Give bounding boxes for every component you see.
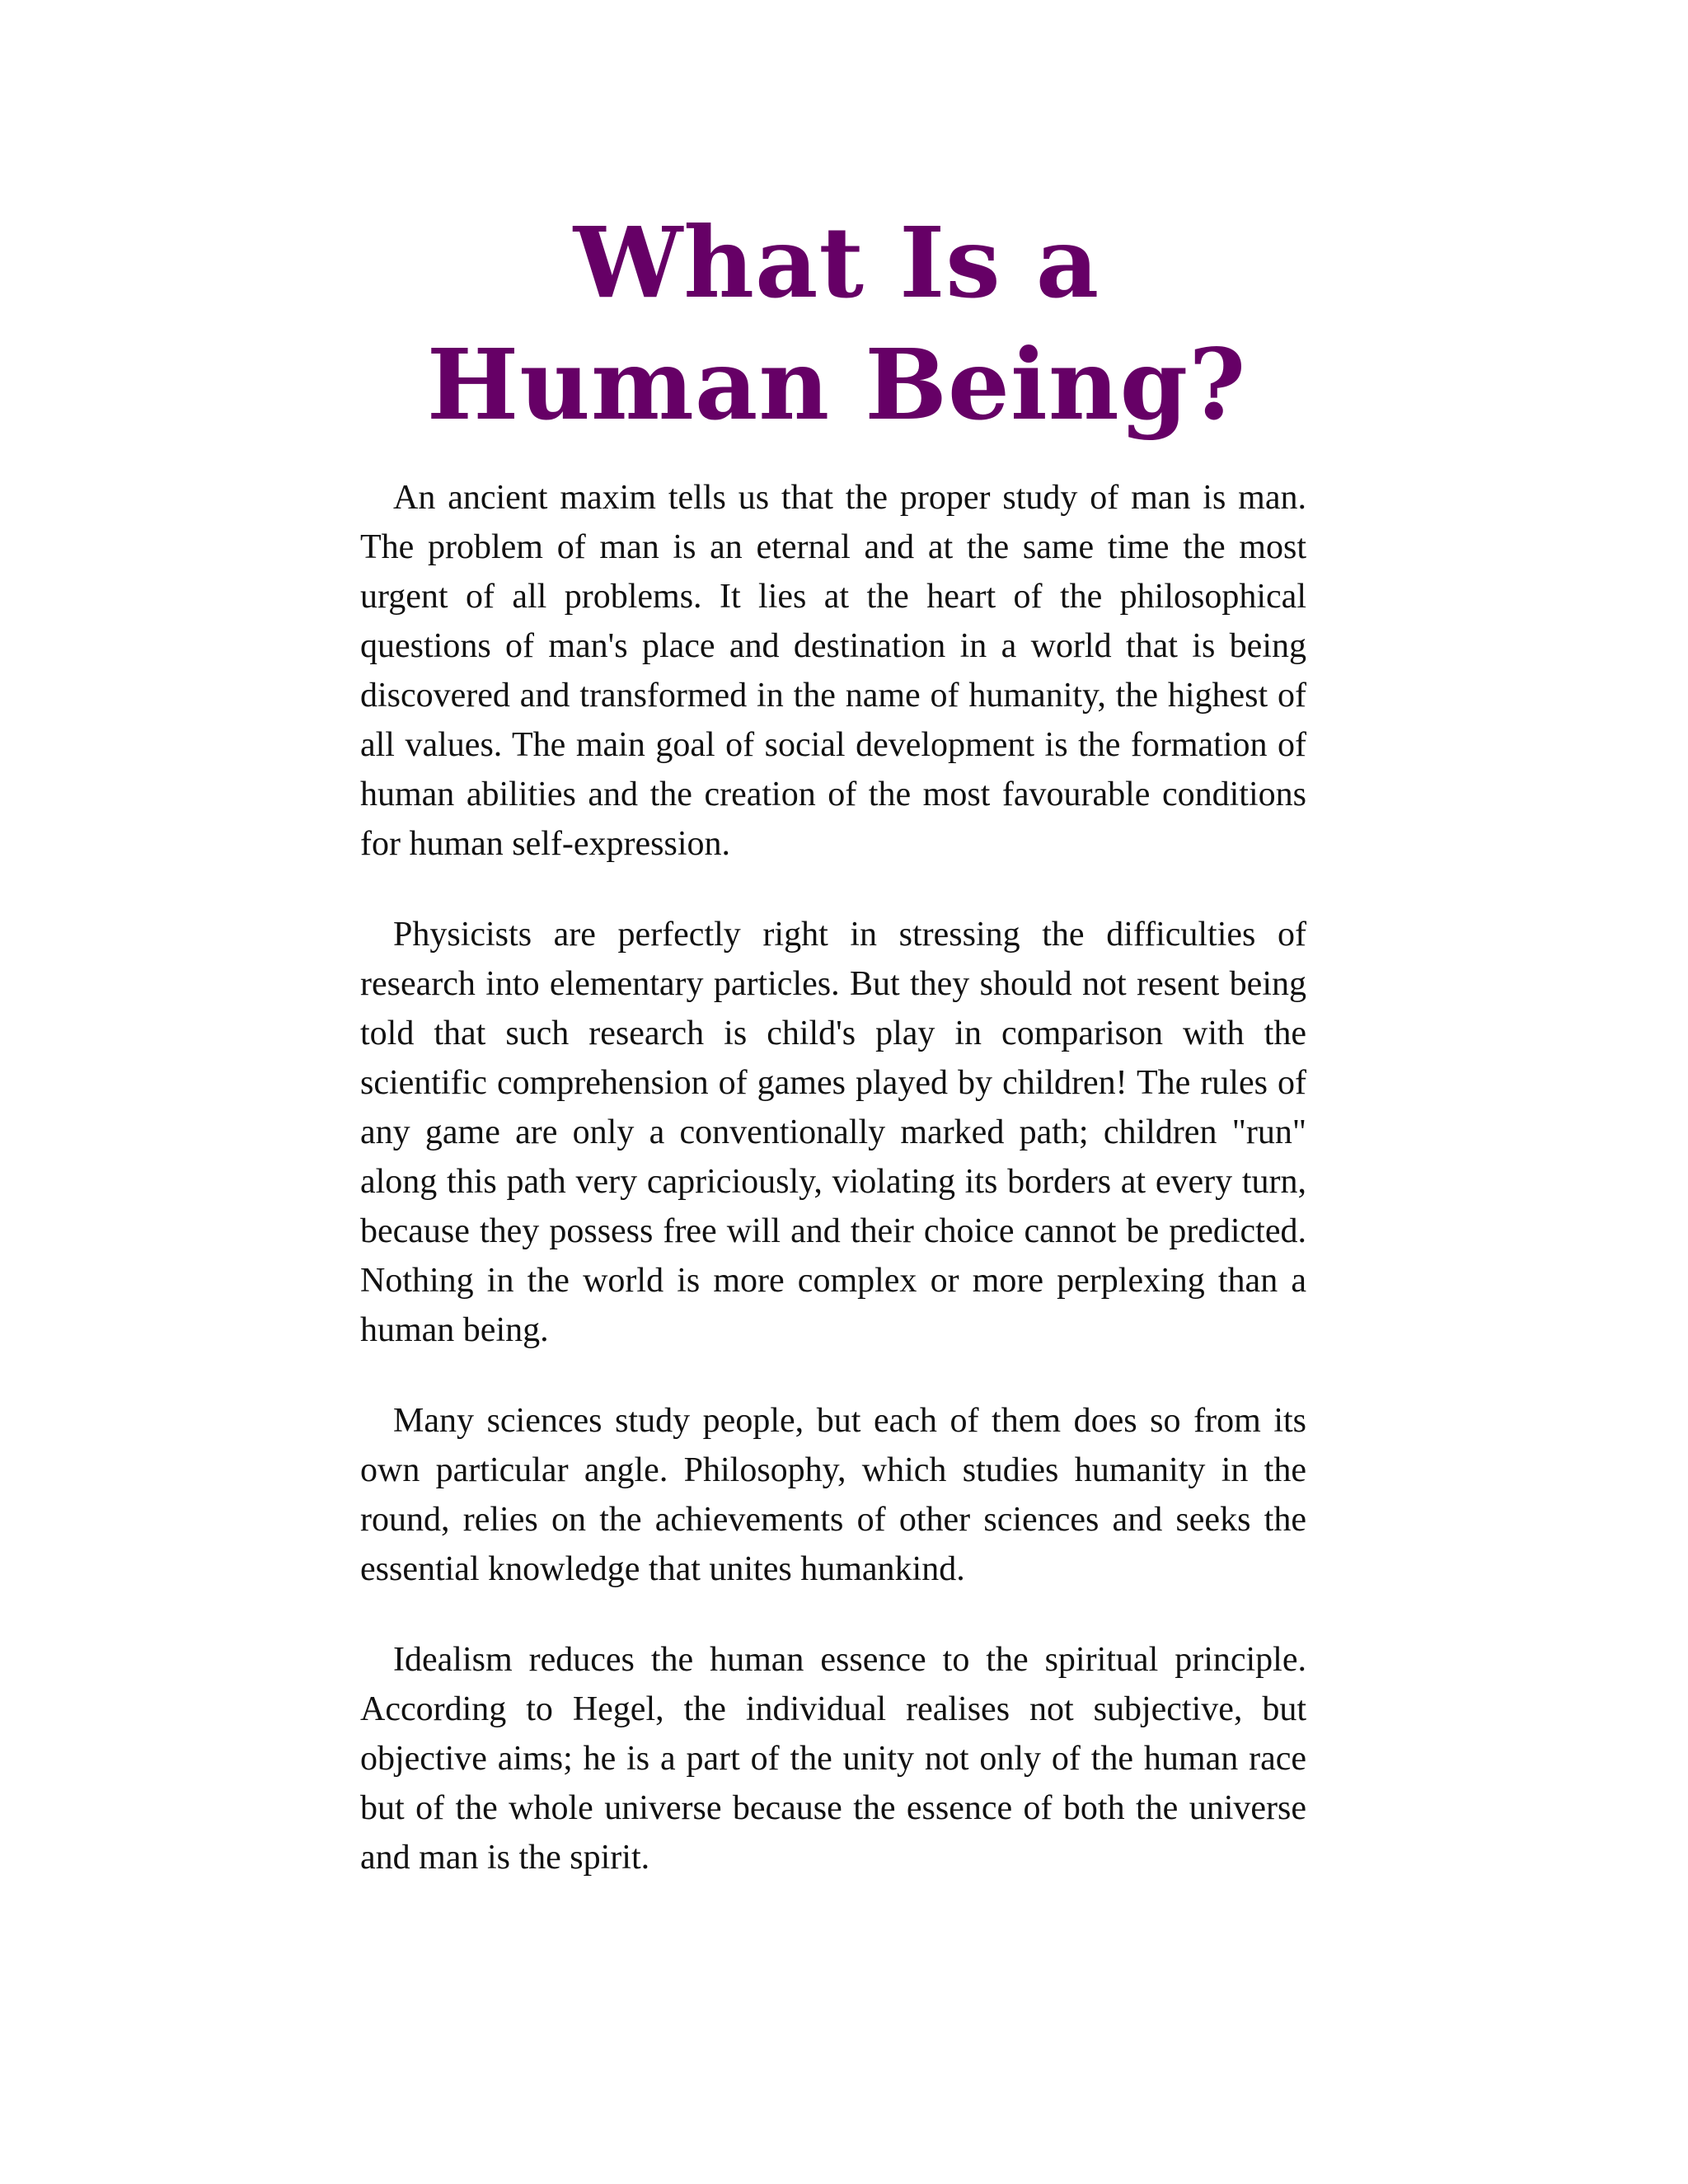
- page-title: What Is a Human Being?: [426, 205, 1247, 442]
- paragraph-1: An ancient maxim tells us that the proper study of man is man. The problem of man is an eternal and at the same time the most urgent of all problems. It lies at the heart of the philosophical questions of man's place and destination in a world that is being discovered and transformed in the name of humanity, the highest of all values. The main goal of social development is the formation of human abilities and the creation of the most favourable conditions for human self-expression.: [360, 479, 1306, 863]
- body-text: [360, 473, 1306, 1924]
- paragraph-3: Many sciences study people, but each of them does so from its own particular angle. Philosophy, which studies humanity in the round, relies on the achievements of other sciences and seeks the essential knowledge that unites humankind.: [360, 1402, 1306, 1588]
- paragraph-4: Idealism reduces the human essence to the spiritual principle. According to Hegel, the individual realises not subjective, but objective aims; he is a part of the unity not only of the human race but of the whole universe because the essence of both the universe and man is the spirit.: [360, 1641, 1306, 1877]
- paragraph-2: Physicists are perfectly right in stressing the difficulties of research into elementary particles. But they should not resent being told that such research is child's play in comparison with the scientific comprehension of games played by children! The rules of any game are only a conventionally marked path; children "run" along this path very capriciously, violating its borders at every turn, because they possess free will and their choice cannot be predicted. Nothing in the world is more complex or more perplexing than a human being.: [360, 916, 1306, 1349]
